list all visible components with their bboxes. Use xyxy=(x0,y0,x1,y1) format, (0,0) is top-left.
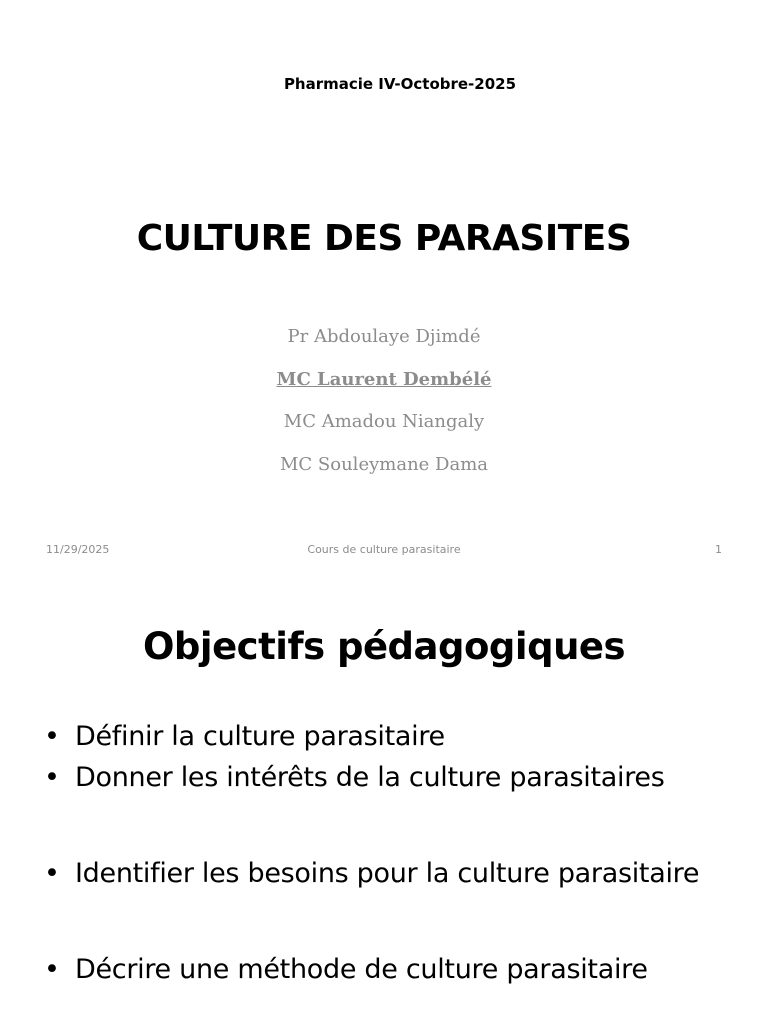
author-4: MC Souleymane Dama xyxy=(280,453,488,475)
author-1: Pr Abdoulaye Djimdé xyxy=(287,326,481,347)
objective-text: Décrire une méthode de culture parasitaire xyxy=(75,954,648,985)
author-2: MC Laurent Dembélé xyxy=(276,368,492,390)
slide-2 xyxy=(0,572,768,1024)
objective-text: Donner les intérêts de la culture parasitaires xyxy=(75,762,665,793)
objective-item xyxy=(44,716,734,757)
footer-date: 11/29/2025 xyxy=(46,543,110,556)
objectives-title: Objectifs pédagogiques xyxy=(142,625,626,668)
slide-header: Pharmacie IV-Octobre-2025 xyxy=(283,75,517,93)
author-list xyxy=(0,324,768,494)
footer-course-name: Cours de culture parasitaire xyxy=(307,543,461,556)
bullet-icon: • xyxy=(44,762,60,793)
slide-title: CULTURE DES PARASITES xyxy=(136,218,632,259)
author-3: MC Amadou Niangaly xyxy=(283,411,485,432)
bullet-icon: • xyxy=(44,954,60,985)
bullet-icon: • xyxy=(44,721,60,752)
objective-item xyxy=(44,949,734,990)
objective-item xyxy=(44,853,734,894)
bullet-icon: • xyxy=(44,858,60,889)
footer-page-number: 1 xyxy=(715,543,722,556)
objective-text: Définir la culture parasitaire xyxy=(75,721,445,752)
objective-item xyxy=(44,757,734,798)
objective-text: Identifier les besoins pour la culture parasitaire xyxy=(75,858,700,889)
objectives-list xyxy=(44,716,734,990)
